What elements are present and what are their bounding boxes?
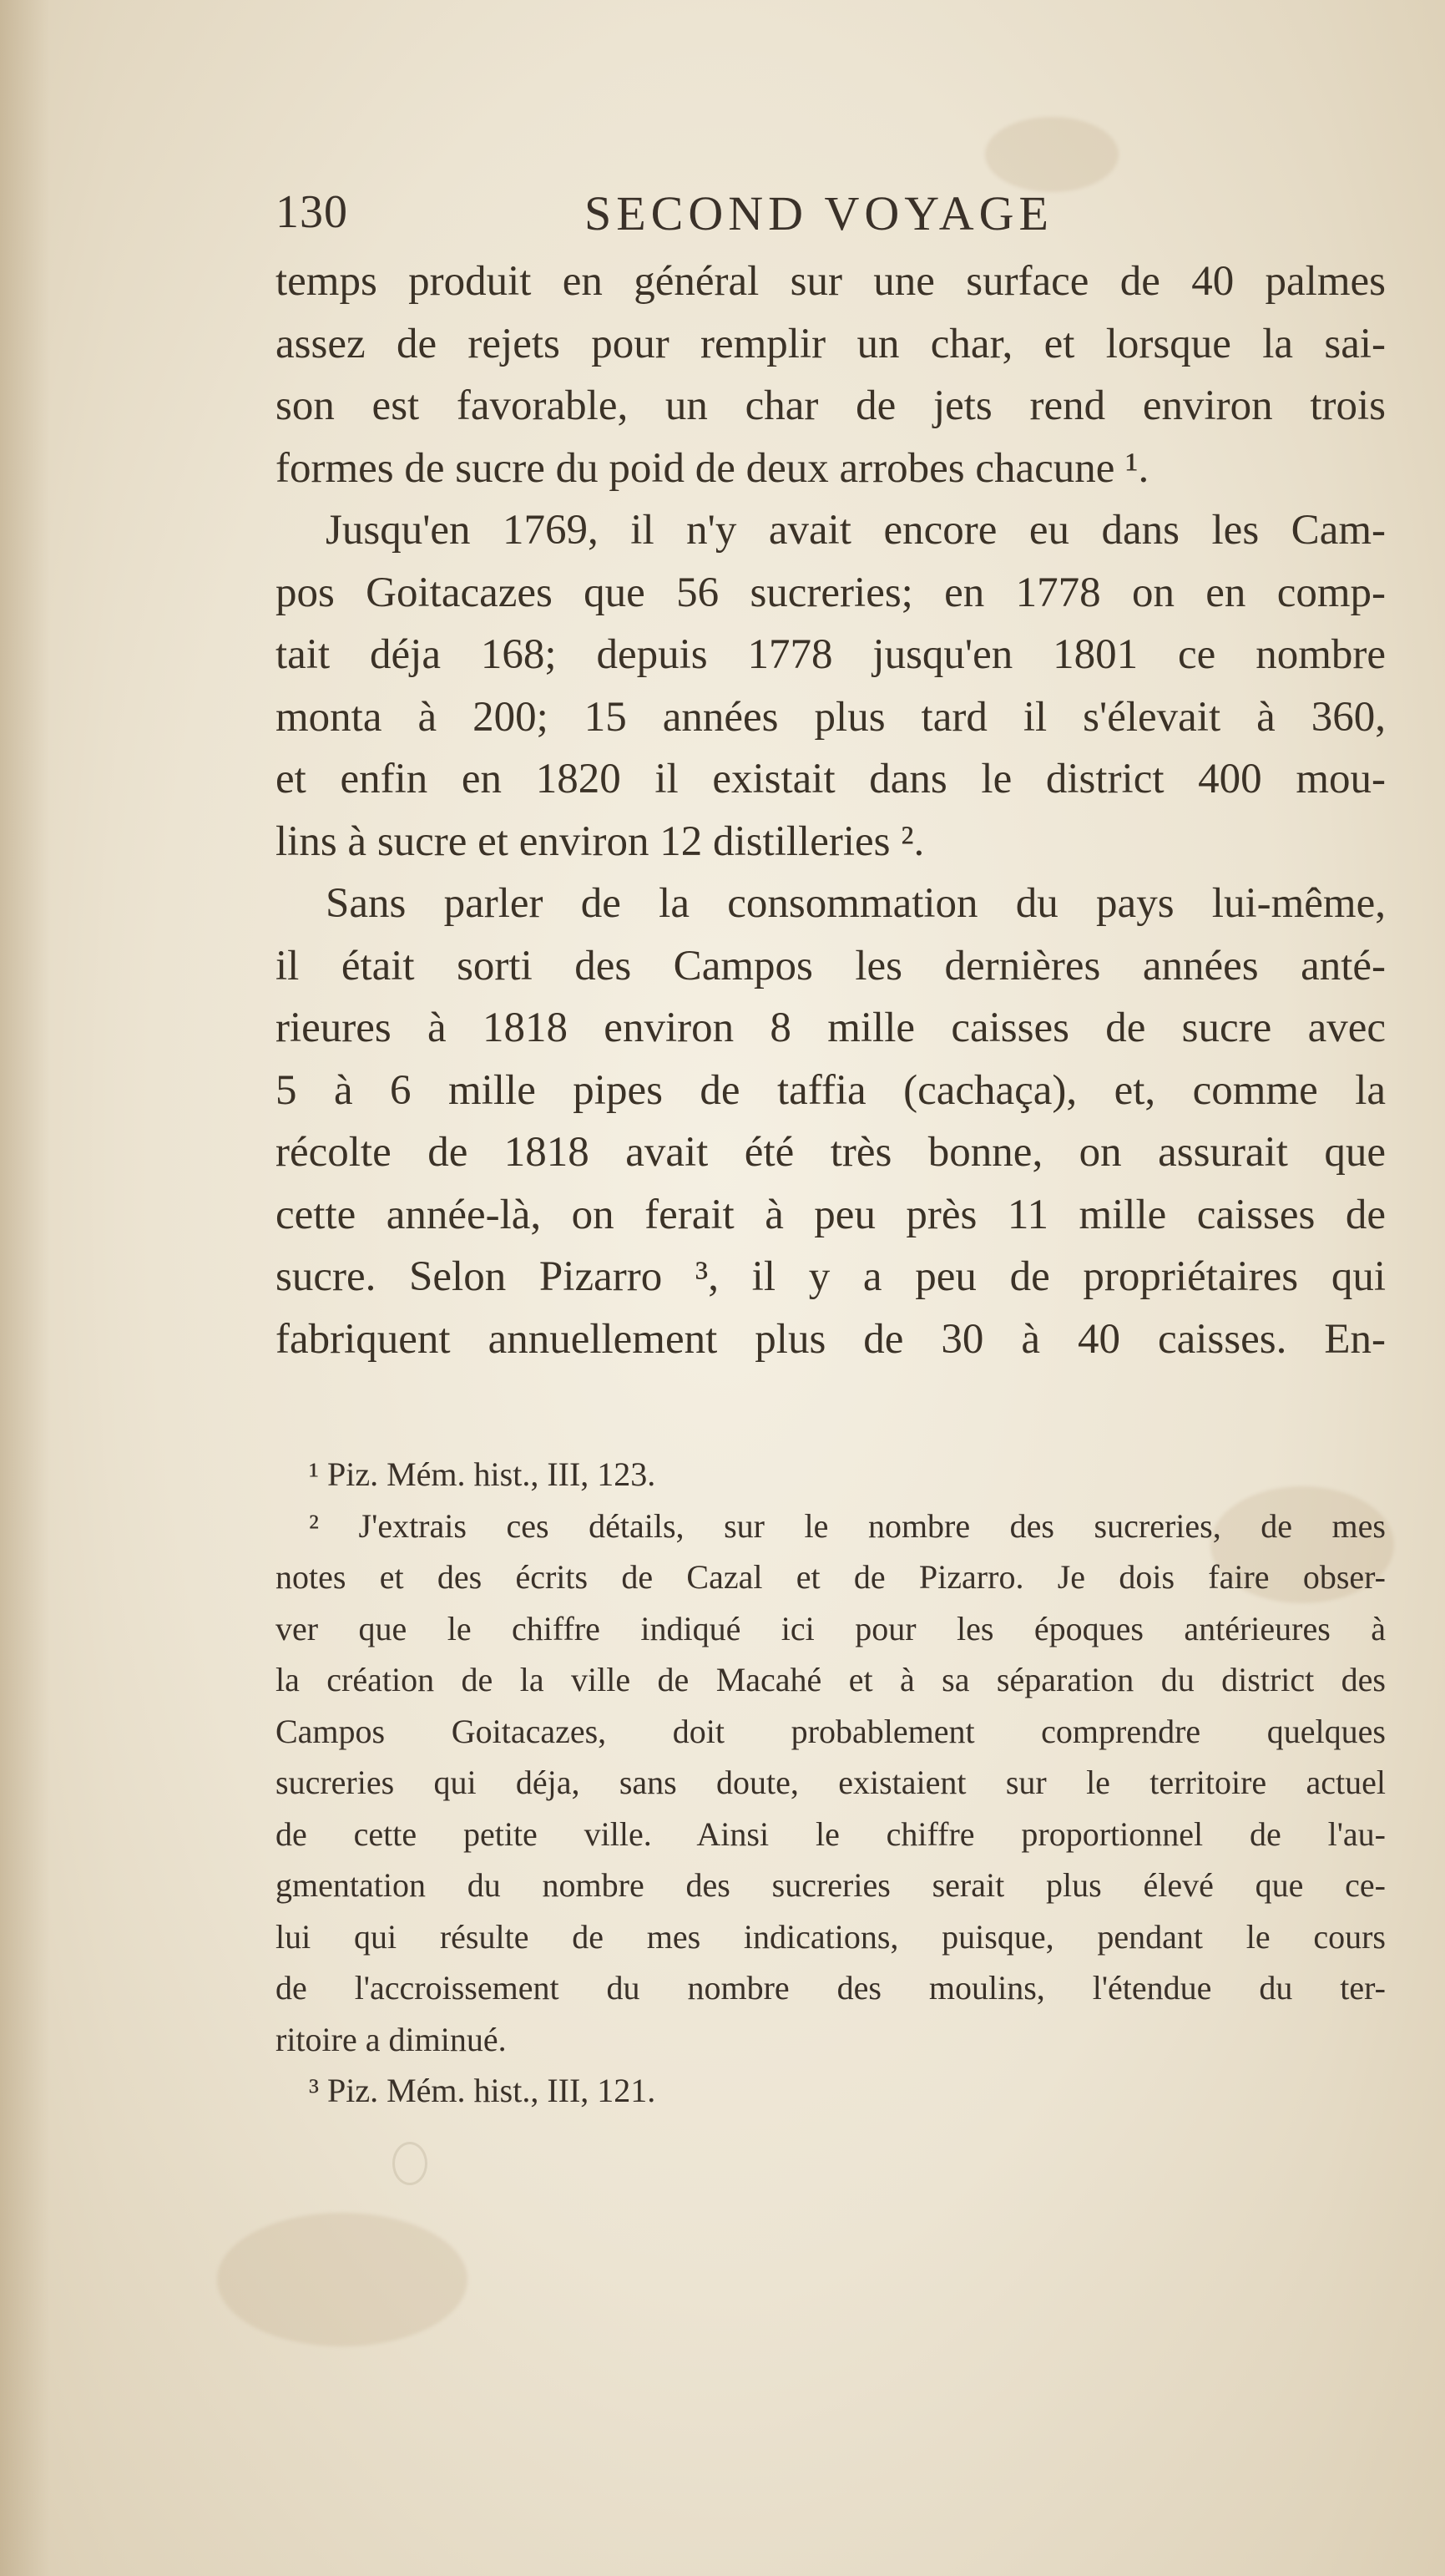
footnote-line: ¹ Piz. Mém. hist., III, 123. (309, 1455, 656, 1493)
paper-stain (985, 117, 1119, 192)
footnote-line: lui qui résulte de mes indications, puisque, pendant le cours (275, 1917, 1386, 1956)
bleed-through-mark (392, 2142, 427, 2185)
paper-stain (217, 2213, 467, 2346)
text-line: temps produit en général sur une surface de 40 palmes (275, 258, 1386, 305)
page-header (275, 185, 1119, 244)
page-edge-shadow (0, 0, 50, 2576)
text-line: assez de rejets pour remplir un char, et lorsque la sai- (275, 320, 1386, 367)
text-line: sucre. Selon Pizarro ³, il y a peu de propriétaires qui (275, 1253, 1386, 1300)
footnote-line: ³ Piz. Mém. hist., III, 121. (309, 2072, 656, 2109)
text-line: pos Goitacazes que 56 sucreries; en 1778 on en comp- (275, 569, 1386, 616)
footnote-line: sucreries qui déja, sans doute, existaient sur le territoire actuel (275, 1764, 1386, 1801)
text-line: rieures à 1818 environ 8 mille caisses de sucre avec (275, 1005, 1386, 1051)
footnote-line: Campos Goitacazes, doit probablement comprendre quelques (275, 1712, 1386, 1750)
footnote-line: notes et des écrits de Cazal et de Pizarro. Je dois faire obser- (275, 1558, 1386, 1596)
text-line: tait déja 168; depuis 1778 jusqu'en 1801 ce nombre (275, 631, 1386, 678)
running-title: SECOND VOYAGE (584, 186, 1053, 240)
footnote-line: ver que le chiffre indiqué ici pour les époques antérieures à (275, 1609, 1386, 1647)
footnote-line: la création de la ville de Macahé et à sa séparation du district des (275, 1661, 1386, 1698)
text-line: et enfin en 1820 il existait dans le district 400 mou- (275, 756, 1386, 802)
footnote-line: de cette petite ville. Ainsi le chiffre proportionnel de l'au- (275, 1814, 1386, 1853)
text-line: Jusqu'en 1769, il n'y avait encore eu dans les Cam- (326, 507, 1386, 554)
footnote-line: ² J'extrais ces détails, sur le nombre des sucreries, de mes (309, 1506, 1386, 1545)
footnote-line: de l'accroissement du nombre des moulins, l'étendue du ter- (275, 1969, 1386, 2007)
text-line: son est favorable, un char de jets rend environ trois (275, 382, 1386, 429)
text-line: monta à 200; 15 années plus tard il s'élevait à 360, (275, 693, 1386, 741)
text-line: il était sorti des Campos les dernières années anté- (275, 942, 1386, 989)
text-line: 5 à 6 mille pipes de taffia (cachaça), et, comme la (275, 1066, 1386, 1114)
text-line: Sans parler de la consommation du pays lui-même, (326, 880, 1386, 927)
footnotes (275, 1449, 1386, 2117)
footnote-line: ritoire a diminué. (275, 2020, 507, 2058)
text-line: formes de sucre du poid de deux arrobes chacune ¹. (275, 444, 1149, 492)
footnote-line: gmentation du nombre des sucreries serait plus élevé que ce- (275, 1866, 1386, 1904)
text-line: fabriquent annuellement plus de 30 à 40 caisses. En- (275, 1315, 1386, 1363)
text-line: cette année-là, on ferait à peu près 11 mille caisses de (275, 1191, 1386, 1238)
text-line: récolte de 1818 avait été très bonne, on assurait que (275, 1129, 1386, 1176)
page-number: 130 (275, 186, 348, 238)
text-line: lins à sucre et environ 12 distilleries ². (275, 817, 925, 865)
main-text (275, 251, 1386, 1370)
